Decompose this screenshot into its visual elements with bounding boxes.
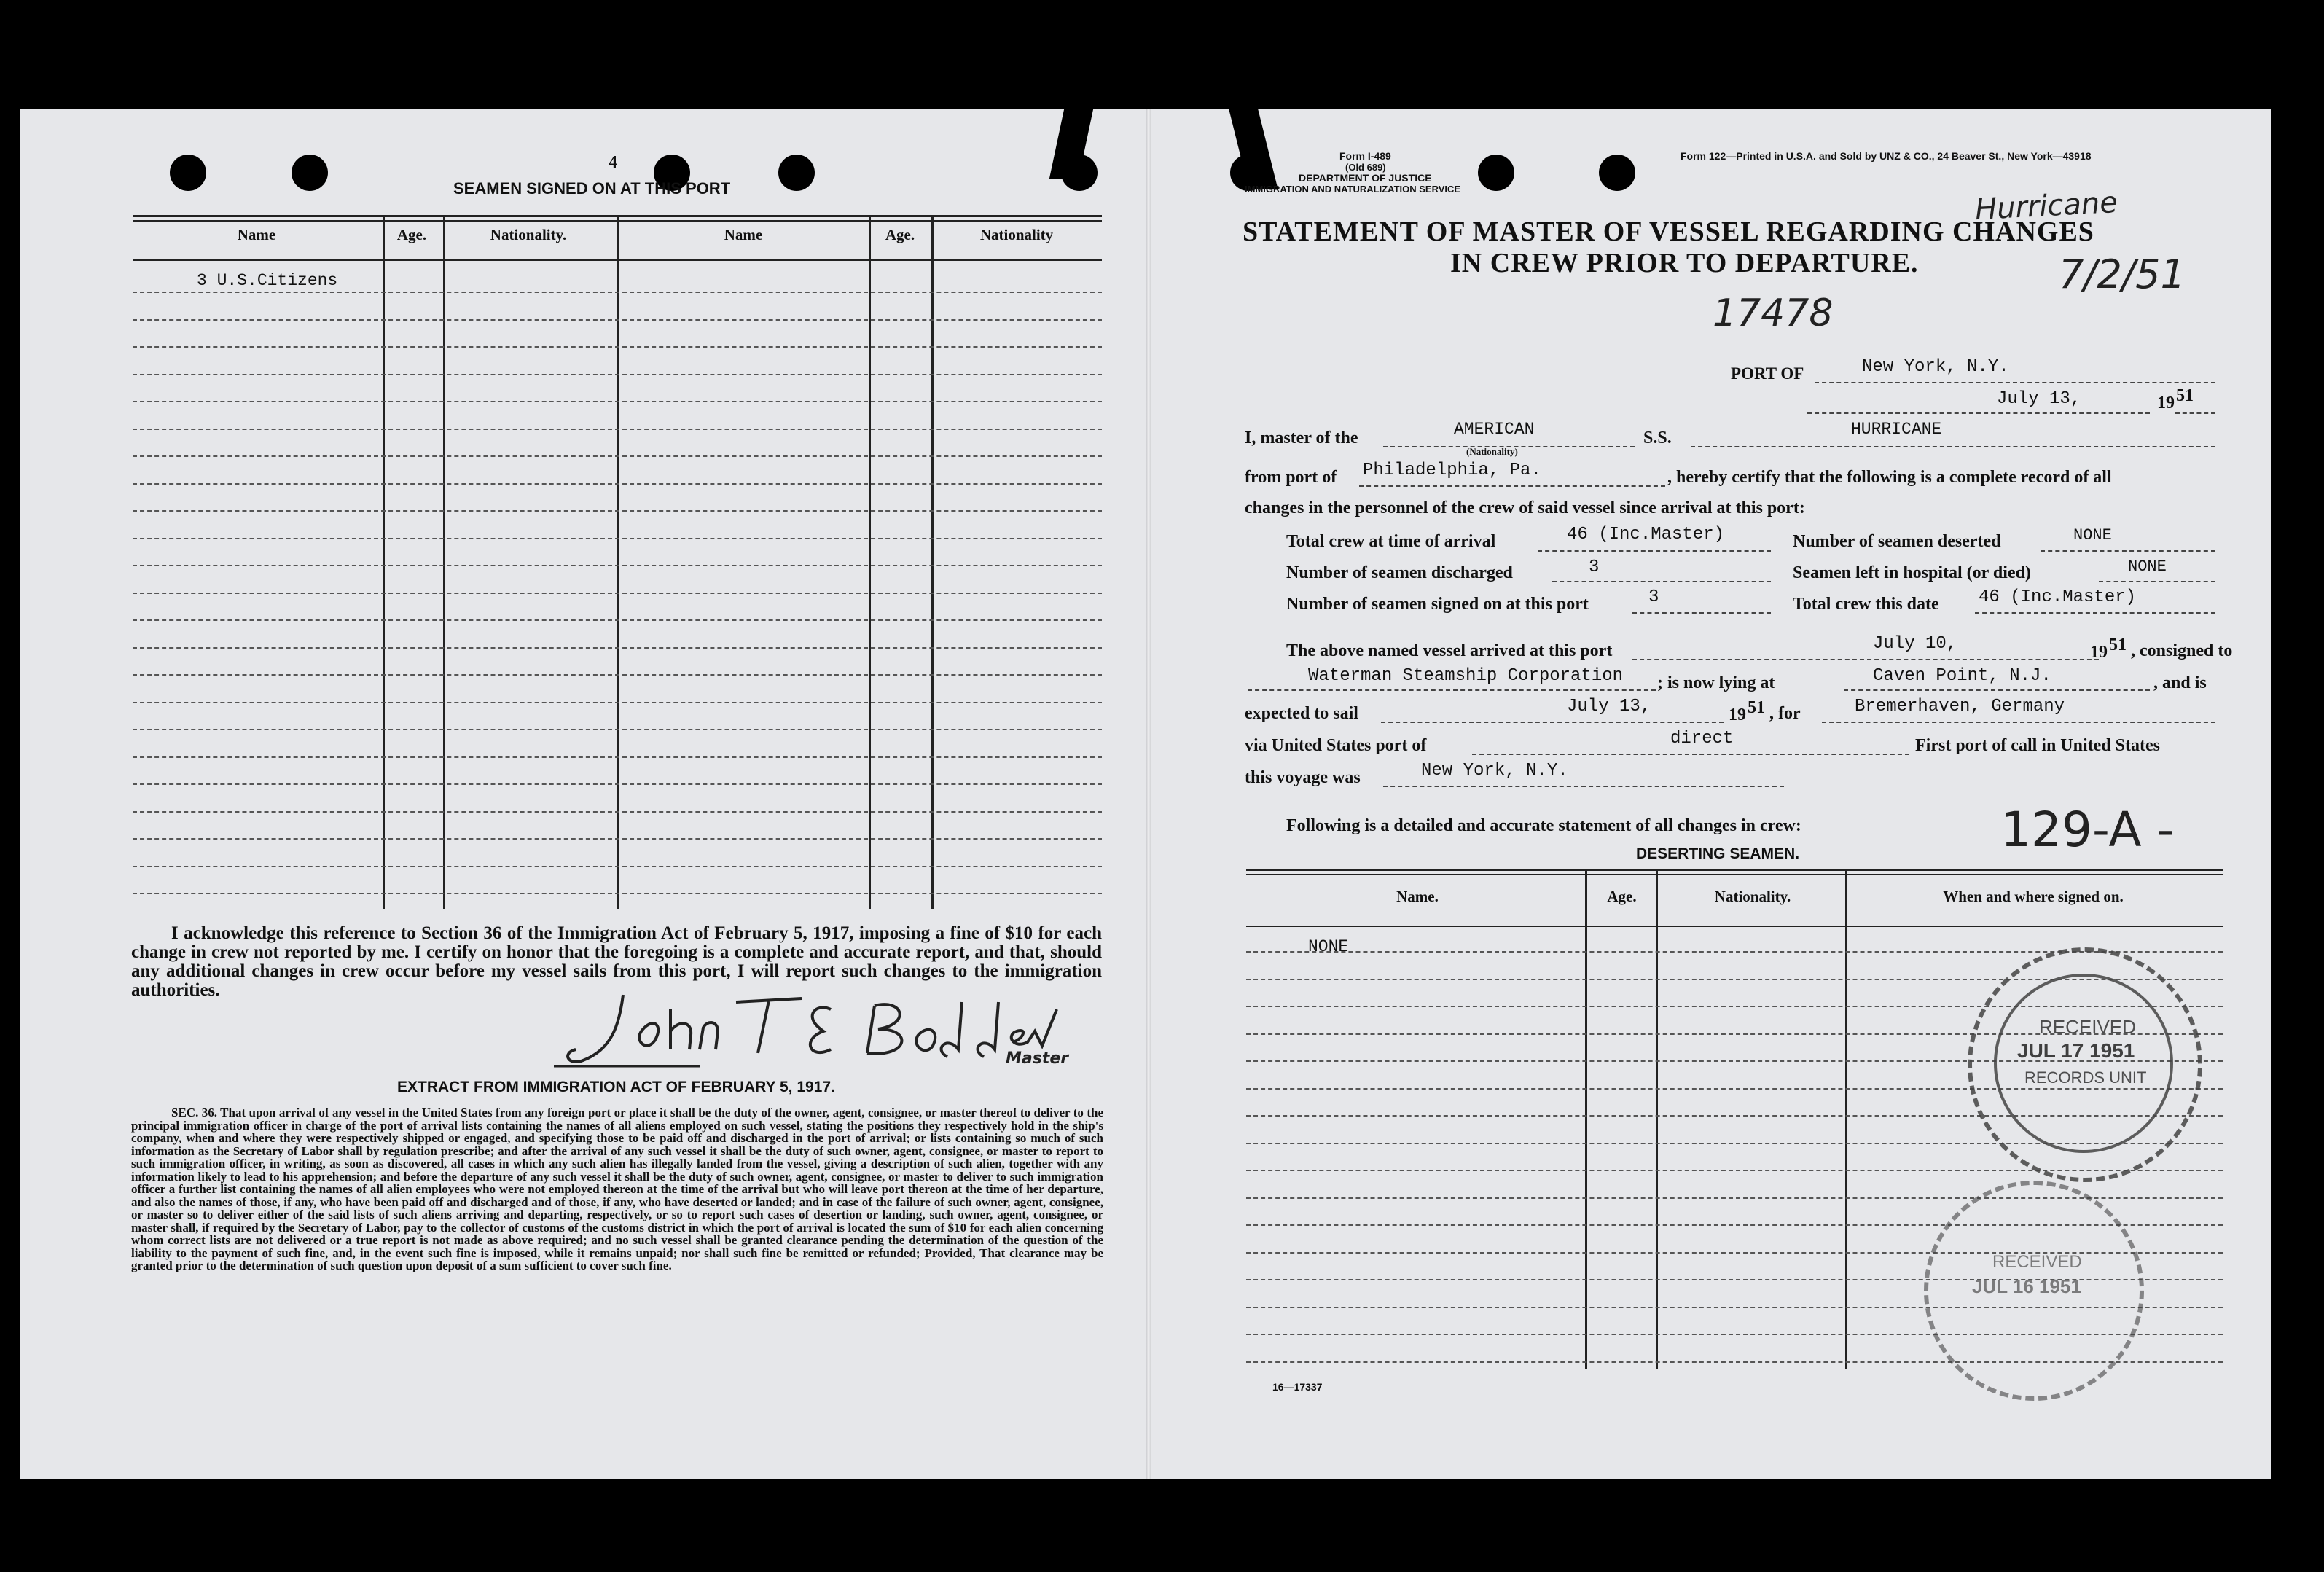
desert-table-top-rule — [1246, 869, 2223, 871]
handwritten-ship-name: Hurricane — [1973, 185, 2118, 227]
table-row-line — [133, 811, 1102, 813]
signed-on-label: Number of seamen signed on at this port — [1286, 595, 1589, 614]
desert-col-name: Name. — [1396, 888, 1439, 905]
ship-name: HURRICANE — [1851, 420, 1942, 439]
handwritten-date: 7/2/51 — [2059, 251, 2186, 297]
punch-hole — [1478, 155, 1514, 191]
table-row-line — [133, 455, 1102, 457]
ship-name-line — [1691, 446, 2215, 447]
form-title-line2: IN CREW PRIOR TO DEPARTURE. — [1450, 248, 1919, 278]
deserted-label: Number of seamen deserted — [1793, 532, 2001, 551]
table-row-line — [133, 702, 1102, 703]
punch-hole — [170, 155, 206, 191]
following-text: Following is a detailed and accurate statement of all changes in crew: — [1286, 816, 1801, 835]
col-divider — [617, 216, 619, 909]
service-name: IMMIGRATION AND NATURALIZATION SERVICE — [1245, 184, 1461, 195]
date-line — [1807, 412, 2150, 414]
desert-col-age: Age. — [1607, 888, 1637, 905]
acknowledgement-text: I acknowledge this reference to Section 36 of the Immigration Act of February 5, 1917, imposing a fine of $10 for each change in crew not reported by me. I certify on honor that the foregoing is a complete and accurate report, and that, should any additional changes in crew occur before my vessel sails from this port, I will report such changes to the immigration authorities. — [131, 923, 1102, 1000]
department-name: DEPARTMENT OF JUSTICE — [1299, 172, 1432, 184]
from-port-value: Philadelphia, Pa. — [1363, 461, 1541, 480]
from-port-label: from port of — [1245, 468, 1337, 487]
for-label: , for — [1769, 704, 1801, 723]
table-row-line — [133, 729, 1102, 730]
col-divider — [869, 216, 871, 909]
via-line — [1472, 754, 1909, 755]
stamp-received-text: RECEIVED — [2039, 1016, 2136, 1038]
received-stamp — [1924, 1181, 2144, 1401]
desert-col-divider — [1845, 870, 1847, 1369]
table-row-line — [133, 510, 1102, 512]
table-row-line — [133, 866, 1102, 867]
signed-on-line — [1632, 612, 1771, 614]
col-divider — [443, 216, 445, 909]
total-date-line — [1975, 612, 2215, 614]
table-row-line — [133, 893, 1102, 894]
deserted-line — [2041, 550, 2215, 552]
col-header-name: Name — [237, 226, 276, 243]
consignee-line — [1248, 689, 1656, 691]
discharged-value: 3 — [1589, 558, 1600, 577]
col-header-nationality: Nationality — [979, 226, 1054, 243]
printer-note: Form 122—Printed in U.S.A. and Sold by UNZ & CO., 24 Beaver St., New York—43918 — [1681, 150, 2092, 162]
stamp-date-text: JUL 17 1951 — [2017, 1039, 2135, 1062]
table-row-line — [133, 538, 1102, 539]
port-label: PORT OF — [1731, 364, 1804, 383]
certify-text: , hereby certify that the following is a complete record of all — [1667, 468, 2112, 487]
discharged-label: Number of seamen discharged — [1286, 563, 1513, 582]
handwritten-code: 129-A - — [2000, 802, 2175, 858]
stamp-date-text: JUL 16 1951 — [1972, 1275, 2081, 1297]
from-port-line — [1359, 485, 1665, 487]
table-row-line — [133, 565, 1102, 566]
form-old-number: (Old 689) — [1345, 162, 1386, 173]
master-of-label: I, master of the — [1245, 429, 1358, 447]
total-arrival-value: 46 (Inc.Master) — [1567, 525, 1725, 544]
table-row-line — [133, 619, 1102, 621]
hospital-label: Seamen left in hospital (or died) — [1793, 563, 2031, 582]
port-value: New York, N.Y. — [1862, 357, 2009, 377]
col-divider — [383, 216, 385, 909]
deserted-value: NONE — [2073, 526, 2112, 544]
port-line — [1815, 382, 2215, 383]
handwritten-number: 17478 — [1713, 292, 1834, 335]
master-label: Master — [1006, 1049, 1069, 1068]
sail-year-prefix: 19 — [1729, 705, 1746, 724]
this-voyage-value: New York, N.Y. — [1421, 761, 1568, 781]
arrived-label: The above named vessel arrived at this port — [1286, 641, 1613, 660]
desert-table-top-rule — [1246, 874, 2223, 875]
this-voyage-label: this voyage was — [1245, 768, 1361, 787]
year-value: 51 — [2176, 386, 2194, 405]
footer-code: 16—17337 — [1272, 1381, 1323, 1393]
stamp-unit-text: RECORDS UNIT — [2024, 1068, 2147, 1087]
table-row-line — [133, 374, 1102, 375]
year-prefix: 19 — [2157, 394, 2175, 412]
desert-table-header-rule — [1246, 926, 2223, 927]
punch-hole — [292, 155, 328, 191]
deserting-title: DESERTING SEAMEN. — [1636, 845, 1800, 862]
page-number: 4 — [609, 153, 617, 172]
col-header-age: Age. — [885, 226, 915, 243]
hospital-line — [2099, 581, 2215, 582]
table-row-line — [133, 756, 1102, 758]
table-row-line — [133, 783, 1102, 785]
total-arrival-label: Total crew at time of arrival — [1286, 532, 1496, 551]
left-title: SEAMEN SIGNED ON AT THIS PORT — [453, 179, 731, 198]
sail-year: 51 — [1748, 698, 1765, 717]
table-row-line — [133, 319, 1102, 321]
punch-hole — [1599, 155, 1635, 191]
extract-text: SEC. 36. That upon arrival of any vessel in the United States from any foreign port or place it shall be the duty of the owner, agent, consignee, or master thereof to deliver to the principal immigration officer in charge of the port of arrival lists containing the names of all aliens employed on such vessel, stating the positions they respectively hold in the ship's company, when and where they were respectively shipped or engaged, and specifying those to be paid off and discharged in the port of arrival; or lists containing so much of such information as the Secretary of Labor shall by regulation prescribe; and after the arrival of any such vessel it shall be the duty of such owner, agent, consignee, or master to report to such immigration officer, in writing, as soon as discovered, all cases in which any such alien has illegally landed from the vessel, giving a description of such alien, together with any information likely to lead to his apprehension; and before the departure of any such vessel it shall be the duty of such owner, agent, consignee, or master to deliver to such immigration officer a further list containing the names of all alien employees who were not employed thereon at the time of the arrival but who will leave port thereon at the time of her departure, and also the names of those, if any, who have been paid off and discharged and of those, if any, who have deserted or landed; and in case of the failure of such owner, agent, consignee, or master so to deliver either of the said lists of such aliens arriving and departing, respectively, or so to report such cases of desertion or landing, such owner, agent, consignee, or master shall, if required by the Secretary of Labor, pay to the collector of customs of the customs district in which the port of arrival is located the sum of $10 for each alien concerning whom correct lists are not delivered or a true report is not made as above required; and no such vessel shall be granted clearance pending the determination of the question of the liability to the payment of such fine, and, in the event such fine is imposed, while it remains unpaid; nor shall such fine be remitted or refunded; Provided, That clearance may be granted prior to the determination of such question upon deposit of a sum sufficient to cover such fine. — [131, 1106, 1103, 1272]
discharged-line — [1552, 581, 1771, 582]
via-value: direct — [1670, 729, 1734, 748]
changes-text: changes in the personnel of the crew of said vessel since arrival at this port: — [1245, 498, 1805, 517]
table-row-line — [133, 292, 1102, 293]
total-date-label: Total crew this date — [1793, 595, 1939, 614]
hospital-value: NONE — [2128, 558, 2167, 576]
table-row-line — [133, 674, 1102, 676]
arrived-date: July 10, — [1873, 634, 1957, 654]
desert-col-signed-on: When and where signed on. — [1943, 888, 2124, 905]
col-header-name: Name — [724, 226, 763, 243]
sail-date-line — [1381, 722, 1724, 723]
sail-date: July 13, — [1567, 697, 1651, 716]
table-row-line — [133, 838, 1102, 840]
expected-label: expected to sail — [1245, 704, 1358, 723]
table-row-line — [133, 647, 1102, 649]
arrived-line — [1632, 659, 2099, 660]
table-row-line — [133, 346, 1102, 348]
nationality-caption: (Nationality) — [1466, 446, 1518, 457]
year-line — [2175, 412, 2215, 414]
table-row-entry: 3 U.S.Citizens — [197, 271, 338, 290]
date-value: July 13, — [1997, 389, 2081, 409]
arrived-year-prefix: 19 — [2090, 643, 2108, 662]
received-stamp — [1968, 947, 2202, 1182]
table-row-line — [133, 593, 1102, 594]
destination-line — [1822, 722, 2215, 723]
page-fold — [1146, 109, 1151, 1479]
form-number: Form I-489 — [1339, 150, 1391, 162]
via-label: via United States port of — [1245, 736, 1427, 755]
destination: Bremerhaven, Germany — [1855, 697, 2065, 716]
table-row-line — [133, 401, 1102, 402]
nationality-value: AMERICAN — [1454, 420, 1535, 439]
left-page — [20, 109, 1149, 1479]
desert-col-nationality: Nationality. — [1714, 888, 1791, 905]
this-voyage-line — [1383, 786, 1784, 787]
consignee: Waterman Steamship Corporation — [1308, 666, 1624, 686]
table-row-line — [133, 483, 1102, 485]
table-row-line — [133, 429, 1102, 430]
col-header-nationality: Nationality. — [490, 226, 567, 243]
lying-label: ; is now lying at — [1657, 673, 1775, 692]
punch-hole — [778, 155, 815, 191]
form-title-line1: STATEMENT OF MASTER OF VESSEL REGARDING CHANGES — [1243, 216, 2094, 247]
and-is-label: , and is — [2153, 673, 2207, 692]
desert-col-divider — [1656, 870, 1658, 1369]
col-header-age: Age. — [396, 226, 427, 243]
extract-title: EXTRACT FROM IMMIGRATION ACT OF FEBRUARY 5, 1917. — [397, 1079, 835, 1095]
first-port-label: First port of call in United States — [1915, 736, 2160, 755]
desert-row-entry: NONE — [1308, 937, 1349, 956]
lying-line — [1844, 689, 2150, 691]
signed-on-value: 3 — [1648, 587, 1659, 607]
lying-value: Caven Point, N.J. — [1873, 666, 2051, 686]
arrived-year: 51 — [2109, 636, 2127, 654]
consigned-label: , consigned to — [2131, 641, 2233, 660]
total-date-value: 46 (Inc.Master) — [1979, 587, 2137, 607]
desert-col-divider — [1585, 870, 1587, 1369]
total-arrival-line — [1538, 550, 1771, 552]
col-divider — [931, 216, 934, 909]
stamp-received-text: RECEIVED — [1992, 1252, 2082, 1272]
ss-label: S.S. — [1643, 429, 1672, 447]
